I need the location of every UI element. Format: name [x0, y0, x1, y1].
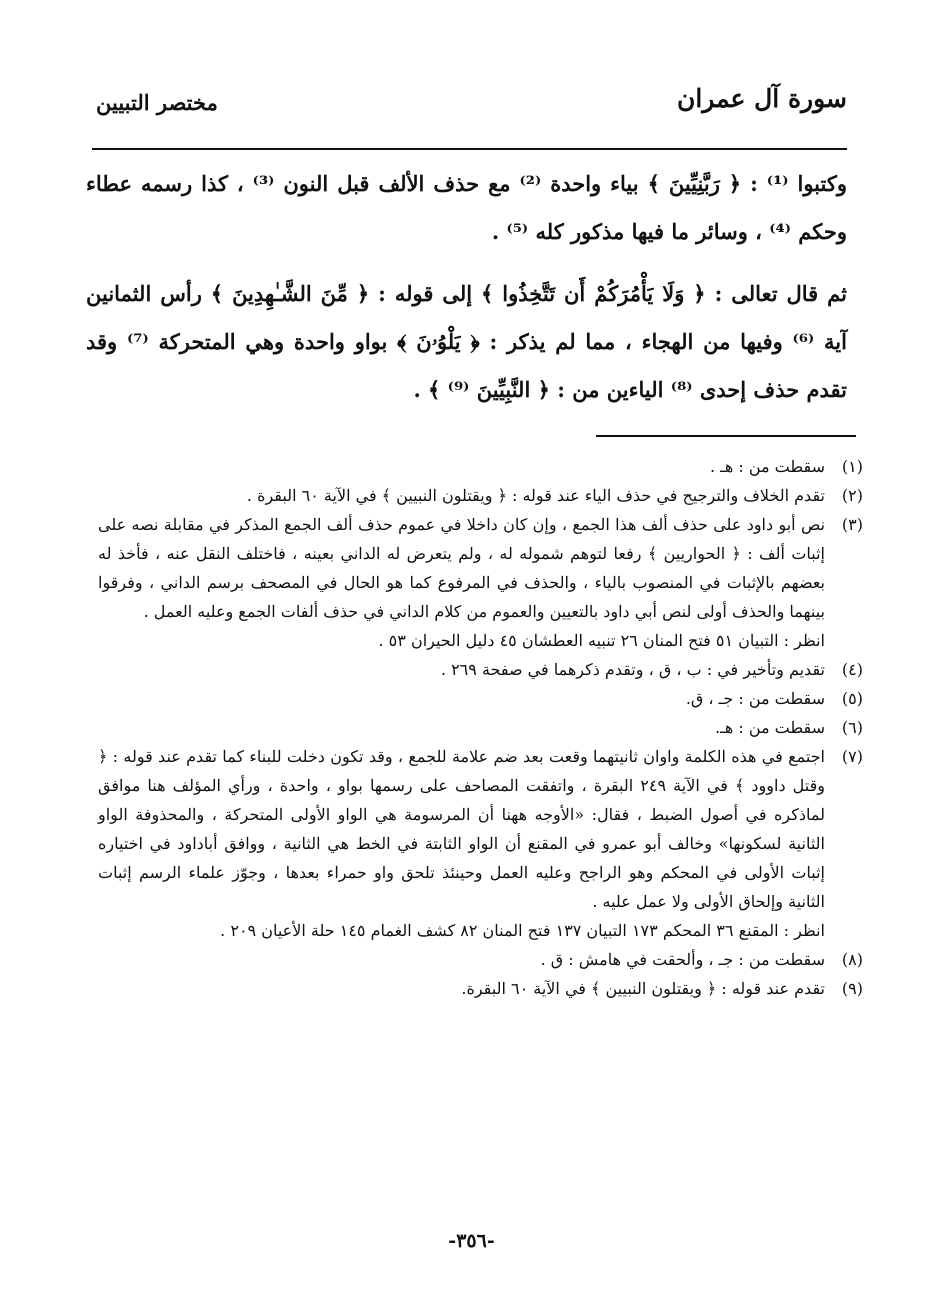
footnote-text: تقديم وتأخير في : ب ، ق ، وتقدم ذكرهما في صفحة ٢٦٩ . — [440, 660, 825, 679]
footnote-5 — [98, 684, 863, 713]
footnote-9 — [98, 974, 863, 1003]
footnote-number: (٣) — [841, 515, 863, 534]
footnote-text: سقطت من : جـ ، وألحقت في هامش : ق . — [540, 950, 825, 969]
footnote-text: تقدم عند قوله : ﴿ ويقتلون النبيين ﴾ في الآية ٦٠ البقرة. — [461, 979, 825, 998]
footnote-divider — [596, 435, 856, 437]
footnote-7-reference: انظر : المقنع ٣٦ المحكم ١٧٣ التبيان ١٣٧ فتح المنان ٨٢ كشف الغمام ١٤٥ حلة الأعيان ٢٠٩ . — [220, 921, 825, 940]
footnote-text: نص أبو داود على حذف ألف هذا الجمع ، وإن كان داخلا في عموم حذف ألف الجمع المذكر في مقابلة نصه على إثبات ألف : ﴿ الحواريين ﴾ رفعا لتوهم شموله له ، ولم يتعرض له الداني بعينه ، فاختلف النقل عنه ، فأخذ له بعضهم بالإثبات في المنصوب بالياء ، والحذف في المرفوع كما هو الحال في المصحف برسم الداني ، وفرقوا بينهما والحذف أولى لنص أبي داود بالتعيين والعموم من كلام الداني في حذف ألفات الجمع وعليه العمل . — [98, 515, 826, 621]
footnotes — [98, 452, 863, 1003]
footnote-6 — [98, 713, 863, 742]
footnote-8 — [98, 945, 863, 974]
paragraph-1: وكتبوا ⁽¹⁾ : ﴿ رَبَّنِيِّينَ ﴾ بياء واحدة ⁽²⁾ مع حذف الألف قبل النون ⁽³⁾ ، كذا رسمه عطاء وحكم ⁽⁴⁾ ، وسائر ما فيها مذكور كله ⁽⁵⁾ . — [86, 171, 847, 244]
footnote-number: (٥) — [841, 689, 863, 708]
running-header — [96, 84, 847, 132]
footnote-number: (٨) — [841, 950, 863, 969]
footnote-number: (٩) — [841, 979, 863, 998]
footnote-number: (٦) — [841, 718, 863, 737]
header-divider — [92, 148, 847, 150]
footnote-3-reference: انظر : التبيان ٥١ فتح المنان ٢٦ تنبيه العطشان ٤٥ دليل الحيران ٥٣ . — [378, 631, 825, 650]
book-title: مختصر التبيين — [96, 90, 218, 115]
main-text — [86, 160, 847, 414]
footnote-text: سقطت من : هـ. — [715, 718, 825, 737]
footnote-number: (٧) — [841, 747, 863, 766]
footnote-text: تقدم الخلاف والترجيح في حذف الياء عند قوله : ﴿ ويقتلون النبيين ﴾ في الآية ٦٠ البقرة . — [246, 486, 825, 505]
footnote-number: (١) — [841, 457, 863, 476]
footnote-text: سقطت من : جـ ، ق. — [685, 689, 825, 708]
footnote-text: سقطت من : هـ . — [709, 457, 825, 476]
footnote-7 — [98, 742, 863, 916]
page-number: -٣٥٦- — [448, 1230, 495, 1252]
paragraph-2: ثم قال تعالى : ﴿ وَلَا يَأْمُرَكُمْ أَن تَتَّخِذُوا ﴾ إلى قوله : ﴿ مِّنَ الشَّـٰهِدِينَ ﴾ رأس الثمانين آية ⁽⁶⁾ وفيها من الهجاء ، مما لم يذكر : ﴿ يَلْوُۥنَ ﴾ بواو واحدة وهي المتحركة ⁽⁷⁾ وقد تقدم حذف إحدى ⁽⁸⁾ الياءين من : ﴿ النَّبِيِّينَ ⁽⁹⁾ ﴾ . — [86, 281, 847, 402]
surah-title: سورة آل عمران — [676, 84, 847, 113]
footnote-1 — [98, 452, 863, 481]
footnote-number: (٤) — [841, 660, 863, 679]
footnote-2 — [98, 481, 863, 510]
footnote-number: (٢) — [841, 486, 863, 505]
footnote-4 — [98, 655, 863, 684]
footnote-3 — [98, 510, 863, 626]
footnote-text: اجتمع في هذه الكلمة واوان ثانيتهما وقعت بعد ضم علامة للجمع ، وقد تكون دخلت للبناء كما تقدم عند قوله : ﴿ وقتل داوود ﴾ في الآية ٢٤٩ البقرة ، واتفقت المصاحف على رسمها بواو ، واحدة ، ورأي المؤلف هنا موافق لماذكره في أصول الضبط ، فقال: «الأوجه ههنا أن المرسومة هي الواو الأولى المتحركة ، والمحذوفة الواو الثانية لسكونها» وخالف أبو عمرو في المقنع أن الواو الثابتة في الخط هي الثانية ، ووافق أباداود في اختياره إثبات الأولى في المحكم وهو الراجح وعليه العمل وحينئذ تلحق واو حمراء بعدها ، وجوّز علماء الرسم إثبات الثانية وإلحاق الأولى ولا عمل عليه . — [98, 747, 826, 911]
